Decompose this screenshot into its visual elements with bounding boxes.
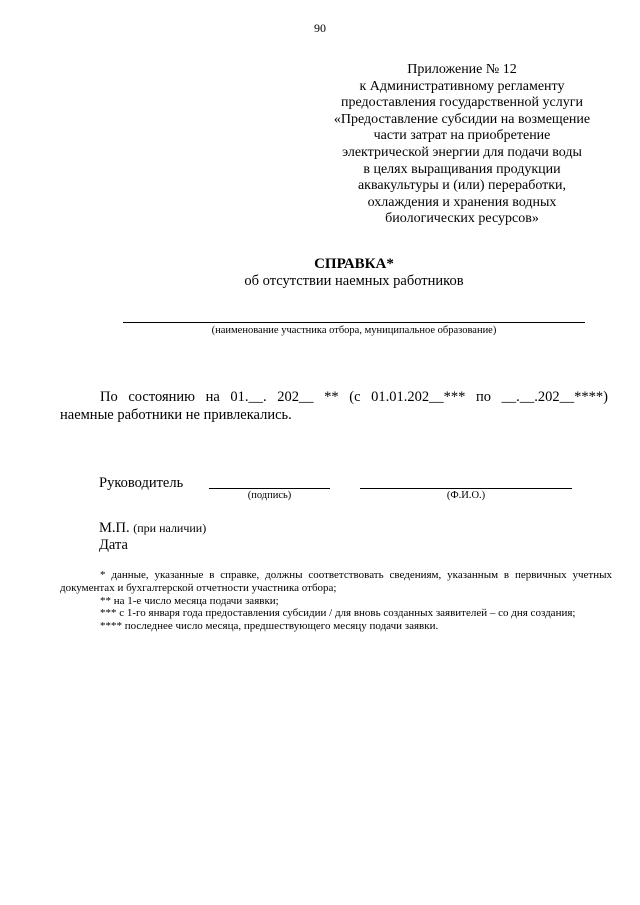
document-subtitle: об отсутствии наемных работников: [244, 273, 464, 289]
appendix-line: биологических ресурсов»: [385, 211, 539, 227]
appendix-line: в целях выращивания продукции: [363, 161, 561, 177]
participant-name-line[interactable]: [123, 322, 585, 323]
appendix-line: к Административному регламенту: [359, 78, 565, 94]
footnote: *** с 1-го января года предоставления субсидии / для вновь созданных заявителей – со дня создания;: [100, 607, 576, 619]
footnote: * данные, указанные в справке, должны соответствовать сведениям, указанным в первичных учетных документах и бухгалтерской отчетности участника отбора;: [60, 569, 612, 595]
footnote: **** последнее число месяца, предшествующего месяцу подачи заявки.: [100, 620, 439, 632]
appendix-line: части затрат на приобретение: [373, 128, 551, 144]
stamp-abbrev: М.П.: [99, 520, 130, 536]
appendix-line: аквакультуры и (или) переработки,: [357, 178, 567, 194]
participant-name-caption: (наименование участника отбора, муниципальное образование): [211, 325, 497, 336]
statement-line-1: По состоянию на 01.__. 202__ ** (с 01.01.202__*** по __.__.202__****): [100, 389, 608, 405]
signature-caption: (подпись): [247, 490, 292, 501]
page-number: 90: [314, 21, 326, 35]
appendix-line: охлаждения и хранения водных: [367, 194, 557, 210]
full-name-caption: (Ф.И.О.): [446, 490, 486, 501]
footnote: ** на 1-е число месяца подачи заявки;: [100, 595, 279, 607]
appendix-line: электрической энергии для подачи воды: [342, 144, 582, 160]
statement-line-2: наемные работники не привлекались.: [60, 407, 292, 423]
signature-line[interactable]: [209, 488, 330, 489]
document-title: СПРАВКА*: [314, 256, 394, 272]
full-name-line[interactable]: [360, 488, 572, 489]
stamp-label: [99, 520, 206, 537]
signatory-label: Руководитель: [99, 475, 184, 491]
appendix-header: [322, 62, 602, 228]
appendix-line: «Предоставление субсидии на возмещение: [333, 111, 591, 127]
stamp-note: (при наличии): [133, 521, 207, 535]
date-label: Дата: [99, 537, 128, 553]
appendix-line: предоставления государственной услуги: [341, 95, 583, 111]
appendix-line: Приложение № 12: [407, 62, 517, 77]
